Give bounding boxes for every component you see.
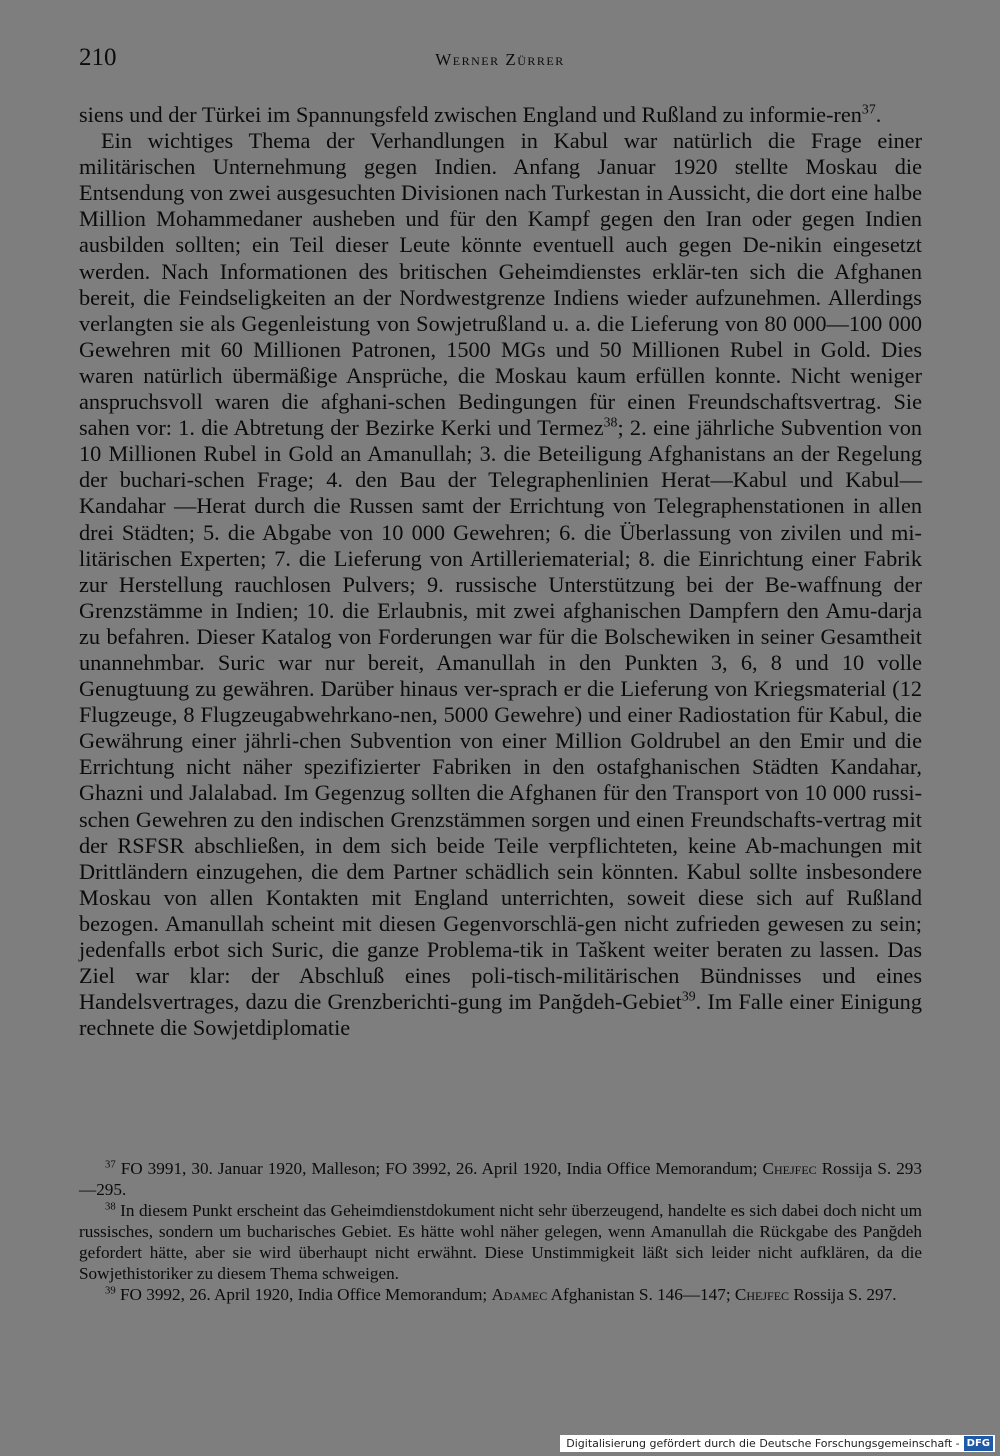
footnote-number: 38 bbox=[105, 1201, 116, 1213]
footnote bbox=[79, 1284, 922, 1305]
footnote bbox=[79, 1158, 922, 1200]
text-run: FO 3992, 26. April 1920, India Office Memorandum; bbox=[119, 1285, 492, 1304]
footnote-ref: 39 bbox=[681, 988, 696, 1004]
footnote-ref: 37 bbox=[861, 101, 876, 117]
funding-footer bbox=[560, 1435, 995, 1452]
paragraph bbox=[79, 128, 922, 1041]
text-run: . bbox=[875, 102, 882, 127]
text-run: In diesem Punkt erscheint das Geheimdienstdokument nicht sehr überzeugend, handelte es sich dabei doch nicht um russisches, sondern um bucharisches Gebiet. Es hätte wohl näher gelegen, wenn Amanullah die Rückgabe des Panğdeh gefordert hätte, aber sie wird überhaupt nicht erwähnt. Diese Unstimmigkeit läßt sich leider nicht aufklären, da die Sowjethistoriker zu diesem Thema schweigen. bbox=[79, 1201, 922, 1283]
footnote bbox=[79, 1200, 922, 1284]
page-header bbox=[79, 44, 921, 78]
footnote-ref: 38 bbox=[603, 414, 618, 430]
page-number: 210 bbox=[79, 44, 117, 71]
paragraph bbox=[79, 102, 922, 128]
footnote-number: 39 bbox=[105, 1285, 116, 1297]
footnote-number: 37 bbox=[105, 1159, 116, 1171]
author-name: Adamec bbox=[491, 1285, 548, 1304]
main-text bbox=[79, 102, 922, 1041]
text-run: FO 3991, 30. Januar 1920, Malleson; FO 3992, 26. April 1920, India Office Memorandum; bbox=[120, 1159, 763, 1178]
dfg-logo-icon[interactable]: DFG bbox=[964, 1436, 993, 1451]
text-run: ; 2. eine jährliche Subvention von 10 Millionen Rubel in Gold an Amanullah; 3. die Beteiligung Afghanistans an der Regelung der buchari-schen Frage; 4. den Bau der Telegraphenlinien Herat—Kabul und Kabul—Kandahar —Herat durch die Russen samt der Errichtung von Telegraphenstationen in allen drei Städten; 5. die Abgabe von 10 000 Gewehren; 6. die Überlassung von zivilen und mi-litärischen Experten; 7. die Lieferung von Artilleriematerial; 8. die Einrichtung einer Fabrik zur Herstellung rauchlosen Pulvers; 9. russische Unterstützung bei der Be-waffnung der Grenzstämme in Indien; 10. die Erlaubnis, mit zwei afghanischen Dampfern den Amu-darja zu befahren. Dieser Katalog von Forderungen war für die Bolschewiken in seiner Gesamtheit unannehmbar. Suric war nur bereit, Amanullah in den Punkten 3, 6, 8 und 10 volle Genugtuung zu gewähren. Darüber hinaus ver-sprach er die Lieferung von Kriegsmaterial (12 Flugzeuge, 8 Flugzeugabwehrkano-nen, 5000 Gewehre) und einer Radiostation für Kabul, die Gewährung einer jährli-chen Subvention von einer Million Goldrubel an den Emir und die Errichtung nicht näher spezifizierter Fabriken in den ostafghanischen Städten Kandahar, Ghazni und Jalalabad. Im Gegenzug sollten die Afghanen für den Transport von 10 000 russi-schen Gewehren zu den indischen Grenzstämmen sorgen und einen Freundschafts-vertrag mit der RSFSR abschließen, in dem sich beide Teile verpflichteten, keine Ab-machungen mit Drittländern einzugehen, die dem Partner schädlich sein könnten. Kabul sollte insbesondere Moskau von allen Kontakten mit England unterrichten, soweit diese sich auf Rußland bezogen. Amanullah scheint mit diesen Gegenvorschlä-gen nicht zufrieden gewesen zu sein; jedenfalls erbot sich Suric, die ganze Problema-tik in Taškent weiter beraten zu lassen. Das Ziel war klar: der Abschluß eines poli-tisch-militärischen Bündnisses und eines Handelsvertrages, dazu die Grenzberichti-gung im Panğdeh-Gebiet bbox=[79, 415, 922, 1015]
author-name: Chejfec bbox=[762, 1159, 817, 1178]
funding-text: Digitalisierung gefördert durch die Deutsche Forschungsgemeinschaft - bbox=[566, 1437, 960, 1450]
text-run: Afghanistan S. 146—147; bbox=[547, 1285, 735, 1304]
text-run: Ein wichtiges Thema der Verhandlungen in Kabul war natürlich die Frage einer militärischen Unternehmung gegen Indien. Anfang Januar 1920 stellte Moskau die Entsendung von zwei ausgesuchten Divisionen nach Turkestan in Aussicht, die dort eine halbe Million Mohammedaner ausheben und für den Kampf gegen den Iran oder gegen Indien ausbilden sollten; ein Teil dieser Leute könnte eventuell auch gegen De-nikin eingesetzt werden. Nach Informationen des britischen Geheimdienstes erklär-ten sich die Afghanen bereit, die Feindseligkeiten an der Nordwestgrenze Indiens wieder aufzunehmen. Allerdings verlangten sie als Gegenleistung von Sowjetrußland u. a. die Lieferung von 80 000—100 000 Gewehren mit 60 Millionen Patronen, 1500 MGs und 50 Millionen Rubel in Gold. Dies waren natürlich übermäßige Ansprüche, die Moskau kaum erfüllen konnte. Nicht weniger anspruchsvoll waren die afghani-schen Bedingungen für einen Freundschaftsvertrag. Sie sahen vor: 1. die Abtretung der Bezirke Kerki und Termez bbox=[79, 128, 922, 441]
author-name: Chejfec bbox=[734, 1285, 790, 1304]
text-run: Rossija S. 293—295. bbox=[79, 1159, 922, 1199]
running-head: Werner Zürrer bbox=[435, 50, 565, 69]
text-run: Rossija S. 297. bbox=[789, 1285, 897, 1304]
footnotes bbox=[79, 1158, 922, 1305]
text-run: . Im Falle einer Einigung rechnete die Sowjetdiplomatie bbox=[79, 989, 922, 1041]
text-run: siens und der Türkei im Spannungsfeld zwischen England und Rußland zu informie-ren bbox=[79, 102, 862, 127]
